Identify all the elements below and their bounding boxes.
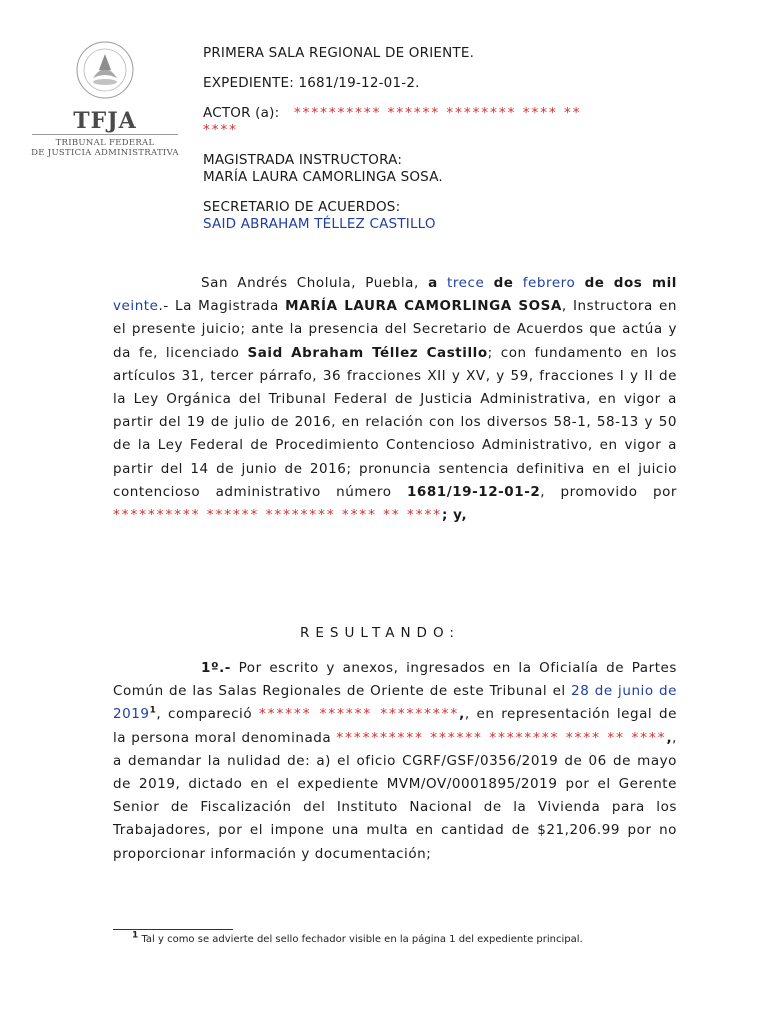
logo-subtitle-1: TRIBUNAL FEDERAL [55, 138, 155, 148]
date-year: veinte [113, 298, 159, 315]
company-redacted: ********** ****** ******** **** ** **** [336, 729, 667, 746]
secretario-label: SECRETARIO DE ACUERDOS: [203, 199, 401, 215]
expediente-line: EXPEDIENTE: 1681/19-12-01-2. [203, 75, 420, 91]
case-header [203, 45, 703, 233]
date-word-a: a [428, 275, 438, 291]
representative-redacted: ****** ****** ********* [258, 706, 460, 723]
item-number: 1º.- [201, 660, 231, 676]
filing-date: 28 de junio de 2019 [113, 683, 677, 723]
actor-redacted: ********** ****** ******** **** ** [293, 105, 582, 121]
footnote-ref: 1 [149, 705, 157, 716]
date-month: febrero [522, 275, 576, 291]
magistrada-bold: MARÍA LAURA CAMORLINGA SOSA [285, 298, 562, 315]
case-number: 1681/19-12-01-2 [406, 483, 541, 500]
tfja-logo [30, 40, 180, 160]
logo-divider [32, 134, 178, 135]
logo-subtitle-2: DE JUSTICIA ADMINISTRATIVA [31, 148, 179, 158]
opening-paragraph: San Andrés Cholula, Puebla, a trece de febrero de dos mil veinte.- La Magistrada MARÍA LAURA CAMORLINGA SOSA, Instructora en el presente juicio; ante la presencia del Secretario de Acuerdos que actúa y da fe, licenciado Said Abraham Téllez Castillo; con fundamento en los artículos 31, tercer párrafo, 36 fracciones XII y XV, y 59, fracciones I y II de la Ley Orgánica del Tribunal Federal de Justicia Administrativa, en vigor a partir del 19 de julio de 2016, en relación con los diversos 58-1, 58-13 y 50 de la Ley Federal de Procedimiento Contencioso Administrativo, en vigor a partir del 14 de junio de 2016; pronuncia sentencia definitiva en el juicio contencioso administrativo número 1681/19-12-01-2, promovido por ********** ****** ******** **** ** ****; y, [113, 275, 678, 524]
actor-line [203, 105, 703, 122]
actor-label: ACTOR (a): [203, 105, 280, 121]
footnote-divider [113, 929, 233, 930]
actor-redacted-continued: **** [203, 122, 238, 138]
section-heading-resultando: RESULTANDO: [300, 625, 460, 641]
resultando-paragraph-1: 1º.- Por escrito y anexos, ingresados en la Oficialía de Partes Común de las Salas Regionales de Oriente de este Tribunal el 28 de junio de 2019$^1$, compareció ****** ****** *********,, en representación legal de la persona moral denominada ********** ****** ******** **** ** ****,, a demandar la nulidad de: a) el oficio CGRF/GSF/0356/2019 de 06 de mayo de 2019, dictado en el expediente MVM/OV/0001895/2019 por el Gerente Senior de Fiscalización del Instituto Nacional de la Vivienda para los Trabajadores, por el impone una multa en cantidad de $21,206.99 por no proporcionar información y documentación; [113, 660, 677, 862]
sala-line: PRIMERA SALA REGIONAL DE ORIENTE. [203, 45, 475, 61]
magistrada-name: MARÍA LAURA CAMORLINGA SOSA. [203, 169, 443, 185]
secretario-bold: Said Abraham Téllez Castillo [247, 344, 488, 361]
promovente-redacted: ********** ****** ******** **** ** **** [113, 507, 442, 524]
date-day: trece [446, 275, 485, 291]
logo-mark: TFJA [73, 108, 137, 134]
secretario-name: SAID ABRAHAM TÉLLEZ CASTILLO [203, 216, 436, 232]
footnote: $^1$ Tal y como se advierte del sello fechador visible en la página 1 del expediente principal. [132, 930, 583, 945]
national-seal-icon [75, 40, 135, 100]
magistrada-label: MAGISTRADA INSTRUCTORA: [203, 152, 403, 168]
